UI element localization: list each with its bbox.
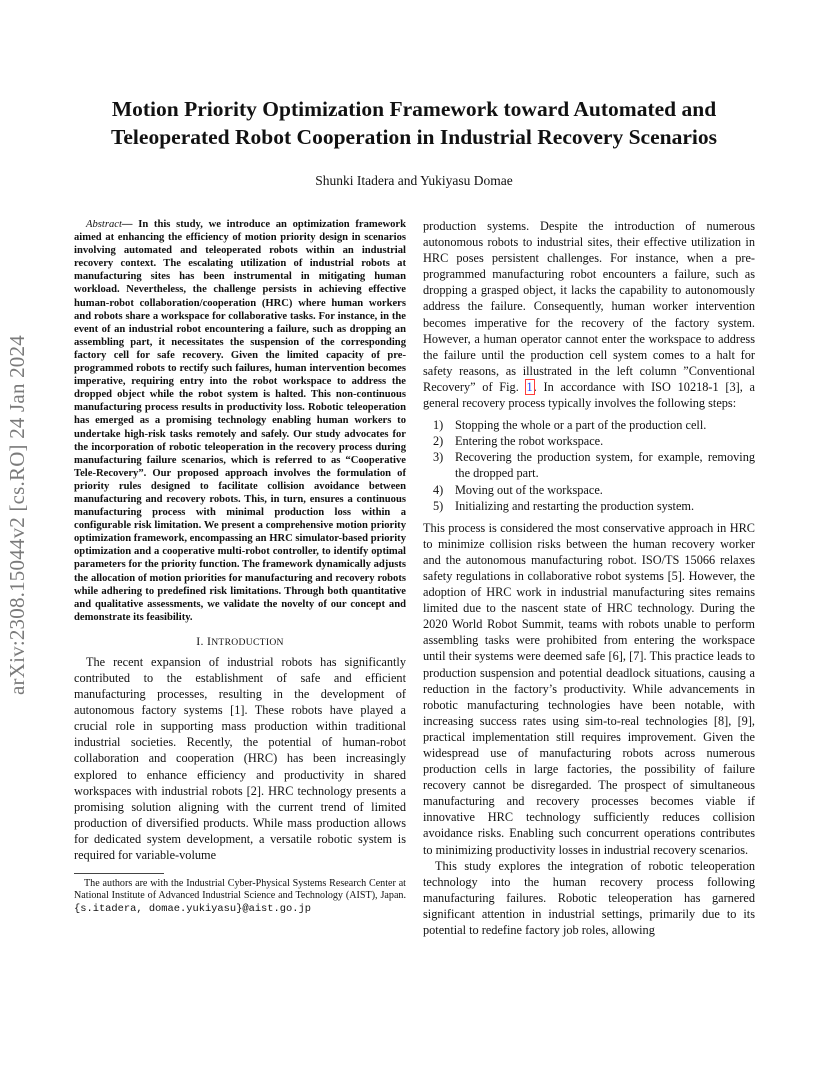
section-title-initial: I	[206, 633, 212, 648]
list-item-number: 2)	[433, 434, 444, 449]
abstract-text: In this study, we introduce an optimization framework aimed at enhancing the efficiency of motion priority design in scenarios involving automated and teleoperated robots within an industrial recovery context. The escalating utilization of industrial robots at manufacturing sites has been instrumental in mitigating human workload. Nevertheless, the challenge persists in achieving effective human-robot collaboration/cooperation (HRC) where human workers and robots share a workspace for collaborative tasks. For instance, in the event of an industrial robot encountering a failure, such as dropping an assembling part, it necessitates the suspension of the corresponding factory cell for safe recovery. Given the limited capacity of pre-programmed robots to rectify such failures, human intervention becomes imperative, requiring entry into the robot workspace to address the dropped object while the robot system is halted. This non-continuous manufacturing process results in productivity loss. Robotic teleoperation has emerged as a promising technology enabling human workers to undertake high-risk tasks remotely and safely. Our study advocates for the incorporation of robotic teleoperation in the recovery process during manufacturing failure scenarios, which is referred to as “Cooperative Tele-Recovery”. Our proposed approach involves the formulation of priority rules designed to facilitate collision avoidance between manufacturing and recovery robots. This, in turn, ensures a continuous manufacturing process with minimal production loss within a configurable risk limitation. We present a comprehensive motion priority optimization framework, encompassing an HRC simulator-based priority optimization and a cooperative multi-robot controller, to identify optimal parameters for the priority function. The framework dynamically adjusts the allocation of motion priorities for manufacturing and recovery robots while adhering to predefined risk limitations. Through both quantitative and qualitative assessments, we validate the novelty of our concept and demonstrate its feasibility.	[74, 219, 406, 623]
footnote-text: The authors are with the Industrial Cyber-Physical Systems Research Center at National Institute of Advanced Industrial Science and Technology (AIST), Japan.	[74, 878, 406, 902]
paper-title: Motion Priority Optimization Framework toward Automated and Teleoperated Robot Cooperation in Industrial Recovery Scenarios	[111, 97, 717, 149]
arxiv-identifier: arXiv:2308.15044v2 [cs.RO] 24 Jan 2024	[5, 335, 29, 695]
intro-paragraph-1: The recent expansion of industrial robots has significantly contributed to the establishment of safe and efficient manufacturing processes, resulting in the development of autonomous factory systems [1]. These robots have played a crucial role in supporting mass production within traditional industrial societies. Recently, the potential of human-robot collaboration and cooperation (HRC) has been increasingly explored to enhance efficiency and productivity in shared workspaces with industrial robots [2]. HRC technology presents a promising solution aligning with the current trend of limited production of diversified products. While mass production allows for dedicated system development, a versatile robotic system is required for variable-volume	[74, 654, 406, 863]
list-item	[433, 417, 755, 433]
author-emails[interactable]: {s.itadera, domae.yukiyasu}@aist.go.jp	[74, 902, 311, 915]
intro-paragraph-2-tail: . In accordance with ISO 10218-1 [3], a general recovery process typically involves the following steps:	[423, 379, 755, 411]
section-heading-introduction	[74, 634, 406, 649]
list-item	[433, 498, 755, 514]
abstract	[74, 218, 406, 624]
list-item-text: Initializing and restarting the production system.	[455, 498, 695, 513]
list-item-number: 1)	[433, 418, 444, 433]
abstract-label: Abstract	[86, 219, 122, 230]
figure-1-link[interactable]: 1	[526, 379, 533, 394]
list-item-text: Entering the robot workspace.	[455, 434, 604, 449]
list-item	[433, 433, 755, 449]
section-numeral: I.	[196, 633, 204, 648]
abstract-dash: —	[121, 219, 133, 230]
right-column	[423, 218, 755, 938]
paper-authors: Shunki Itadera and Yukiyasu Domae	[315, 173, 513, 188]
intro-paragraph-4: This study explores the integration of robotic teleoperation technology into the human recovery process following manufacturing failures. Robotic teleoperation has garnered significant attention in industrial settings, primarily due to its potential to redefine factory job roles, allowing	[423, 858, 755, 938]
section-title-rest: NTRODUCTION	[211, 636, 284, 648]
footnote-divider	[74, 873, 164, 874]
list-item	[433, 449, 755, 481]
intro-paragraph-2-text: production systems. Despite the introduction of numerous autonomous robots to industrial sites, their effective utilization in HRC poses persistent challenges. For instance, when a pre-programmed manufacturing robot encounters a failure, such as dropping a grasped object, it lacks the capability to autonomously address the failure. Consequently, human worker intervention becomes imperative for the recovery of the factory system. However, a human operator cannot enter the workspace to address the failure until the production cell system comes to a halt for safety reasons, as illustrated in the left column ”Conventional Recovery” of Fig.	[423, 219, 755, 394]
author-footnote	[74, 878, 406, 915]
list-item	[433, 482, 755, 498]
list-item-number: 3)	[433, 450, 444, 465]
list-item-text: Moving out of the workspace.	[455, 482, 603, 497]
recovery-steps-list	[423, 417, 755, 514]
left-column	[74, 218, 406, 915]
list-item-number: 5)	[433, 498, 444, 513]
list-item-text: Recovering the production system, for example, removing the dropped part.	[455, 450, 755, 481]
list-item-text: Stopping the whole or a part of the production cell.	[455, 418, 707, 433]
intro-paragraph-2	[423, 218, 755, 411]
intro-paragraph-3: This process is considered the most conservative approach in HRC to minimize collision risks between the human recovery worker and the autonomous manufacturing robot. ISO/TS 15066 relaxes safety regulations in collaborative robot systems [5]. However, the adoption of HRC work in industrial manufacturing sites remains limited due to the nascent state of HRC technology. During the 2020 World Robot Summit, teams with robots unable to perform assembling tasks were prohibited from entering the workspace until their systems were deemed safe [6], [7]. This practice leads to production suspension and potential deadlock situations, causing a reduction in the factory’s productivity. While advancements in robotic manufacturing technologies have been notable, with increasing success rates using sim-to-real technologies [8], [9], practical implementation still requires improvement. Given the widespread use of manufacturing robots across numerous production cells in large factories, the possibility of failure recovery cannot be disregarded. The prospect of simultaneous manufacturing and recovery processes becomes viable if innovative HRC technology sufficiently reduces collision avoidance risks. Enabling such concurrent operations contributes to minimizing productivity losses in industrial recovery scenarios.	[423, 520, 755, 857]
list-item-number: 4)	[433, 482, 444, 497]
